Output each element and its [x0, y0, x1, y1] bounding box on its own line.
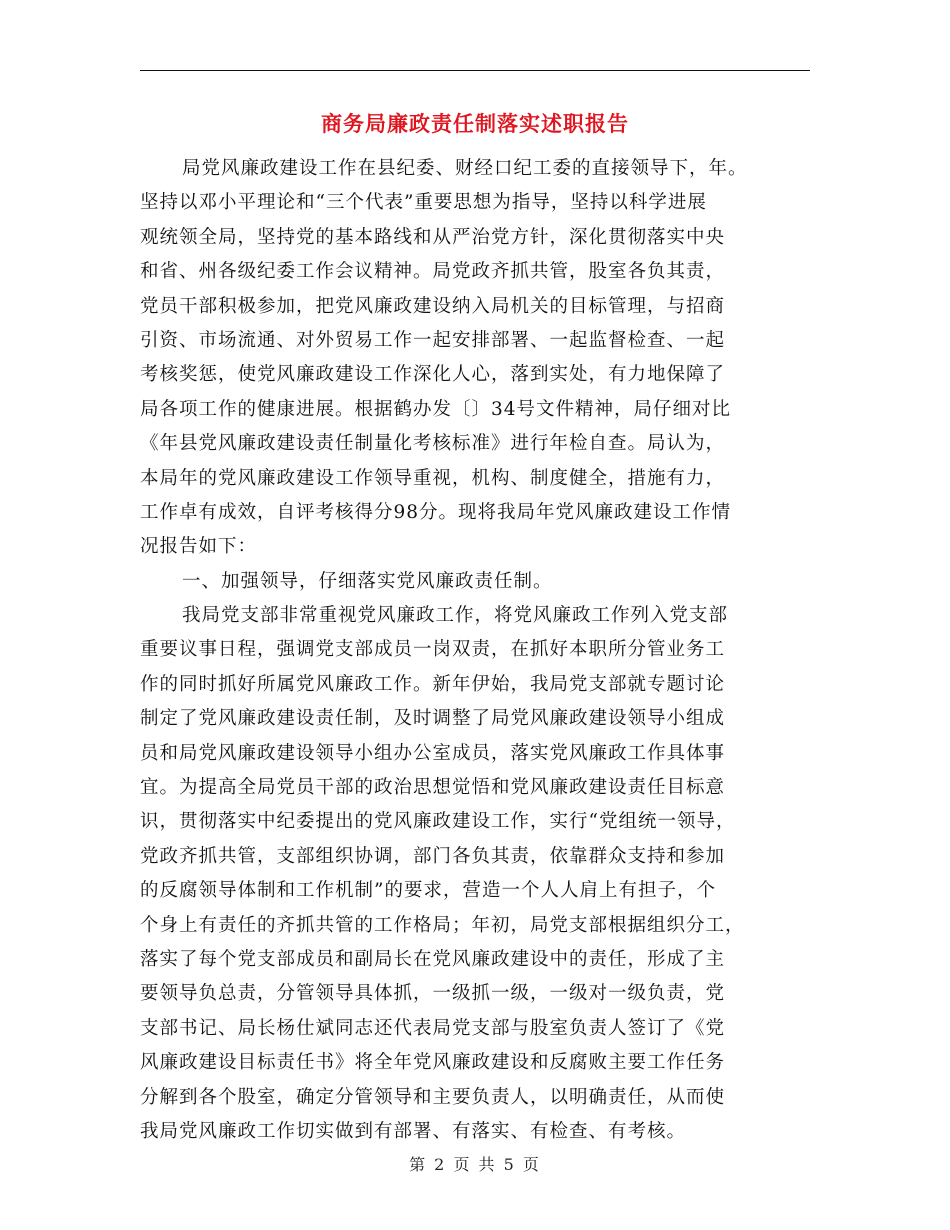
paragraph-2-line: 识，贯彻落实中纪委提出的党风廉政建设工作，实行“党组统一领导，: [140, 811, 736, 833]
paragraph-2-line: 个身上有责任的齐抓共管的工作格局；年初，局党支部根据组织分工，: [140, 914, 745, 936]
paragraph-1-line: 局党风廉政建设工作在县纪委、财经口纪工委的直接领导下，年。: [182, 158, 748, 179]
paragraph-2-line: 宜。为提高全局党员干部的政治思想觉悟和党风廉政建设责任目标意: [140, 777, 726, 799]
paragraph-1-line: 和省、州各级纪委工作会议精神。局党政齐抓共管，股室各负其责，: [140, 261, 726, 283]
paragraph-2-line: 的反腐领导体制和工作机制”的要求，营造一个人人肩上有担子，个: [140, 880, 716, 902]
document-body: [140, 152, 810, 1149]
paragraph-2-line: 我局党风廉政工作切实做到有部署、有落实、有检查、有考核。: [140, 1120, 687, 1142]
paragraph-1-line: 《年县党风廉政建设责任制量化考核标准》进行年检自查。局认为，: [140, 433, 726, 455]
paragraph-1-line: 坚持以邓小平理论和“三个代表”重要思想为指导，坚持以科学进展: [140, 192, 707, 214]
paragraph-2-line: 我局党支部非常重视党风廉政工作，将党风廉政工作列入党支部: [182, 605, 729, 627]
paragraph-1-line: 考核奖惩，使党风廉政建设工作深化人心，落到实处，有力地保障了: [140, 364, 726, 386]
section-heading: 一、加强领导，仔细落实党风廉政责任制。: [182, 570, 553, 592]
paragraph-2-line: 风廉政建设目标责任书》将全年党风廉政建设和反腐败主要工作任务: [140, 1052, 726, 1074]
paragraph-1-line: 引资、市场流通、对外贸易工作一起安排部署、一起监督检查、一起: [140, 329, 726, 351]
paragraph-1-line: 工作卓有成效，自评考核得分98分。现将我局年党风廉政建设工作情: [140, 501, 732, 523]
paragraph-2-line: 员和局党风廉政建设领导小组办公室成员，落实党风廉政工作具体事: [140, 742, 726, 764]
paragraph-2-line: 重要议事日程，强调党支部成员一岗双责，在抓好本职所分管业务工: [140, 639, 726, 661]
document-title: 商务局廉政责任制落实述职报告: [321, 111, 629, 136]
paragraph-1-line: 本局年的党风廉政建设工作领导重视，机构、制度健全，措施有力，: [140, 467, 726, 489]
paragraph-1-line: 党员干部积极参加，把党风廉政建设纳入局机关的目标管理，与招商: [140, 295, 726, 317]
paragraph-1-line: 况报告如下：: [140, 536, 258, 558]
paragraph-1-line: 观统领全局，坚持党的基本路线和从严治党方针，深化贯彻落实中央: [140, 226, 726, 248]
header-rule: [140, 70, 810, 71]
paragraph-2-line: 落实了每个党支部成员和副局长在党风廉政建设中的责任，形成了主: [140, 948, 726, 970]
paragraph-2-line: 制定了党风廉政建设责任制，及时调整了局党风廉政建设领导小组成: [140, 708, 726, 730]
page-number-footer: 第 2 页 共 5 页: [409, 1155, 541, 1174]
paragraph-2-line: 分解到各个股室，确定分管领导和主要负责人，以明确责任，从而使: [140, 1086, 726, 1108]
paragraph-2-line: 作的同时抓好所属党风廉政工作。新年伊始，我局党支部就专题讨论: [140, 673, 726, 695]
paragraph-2-line: 要领导负总责，分管领导具体抓，一级抓一级，一级对一级负责，党: [140, 983, 726, 1005]
paragraph-1-line: 局各项工作的健康进展。根据鹤办发〔〕34号文件精神，局仔细对比: [140, 398, 732, 420]
paragraph-2-line: 党政齐抓共管，支部组织协调，部门各负其责，依靠群众支持和参加: [140, 845, 726, 867]
paragraph-2-line: 支部书记、局长杨仕斌同志还代表局党支部与股室负责人签订了《党: [140, 1017, 726, 1039]
